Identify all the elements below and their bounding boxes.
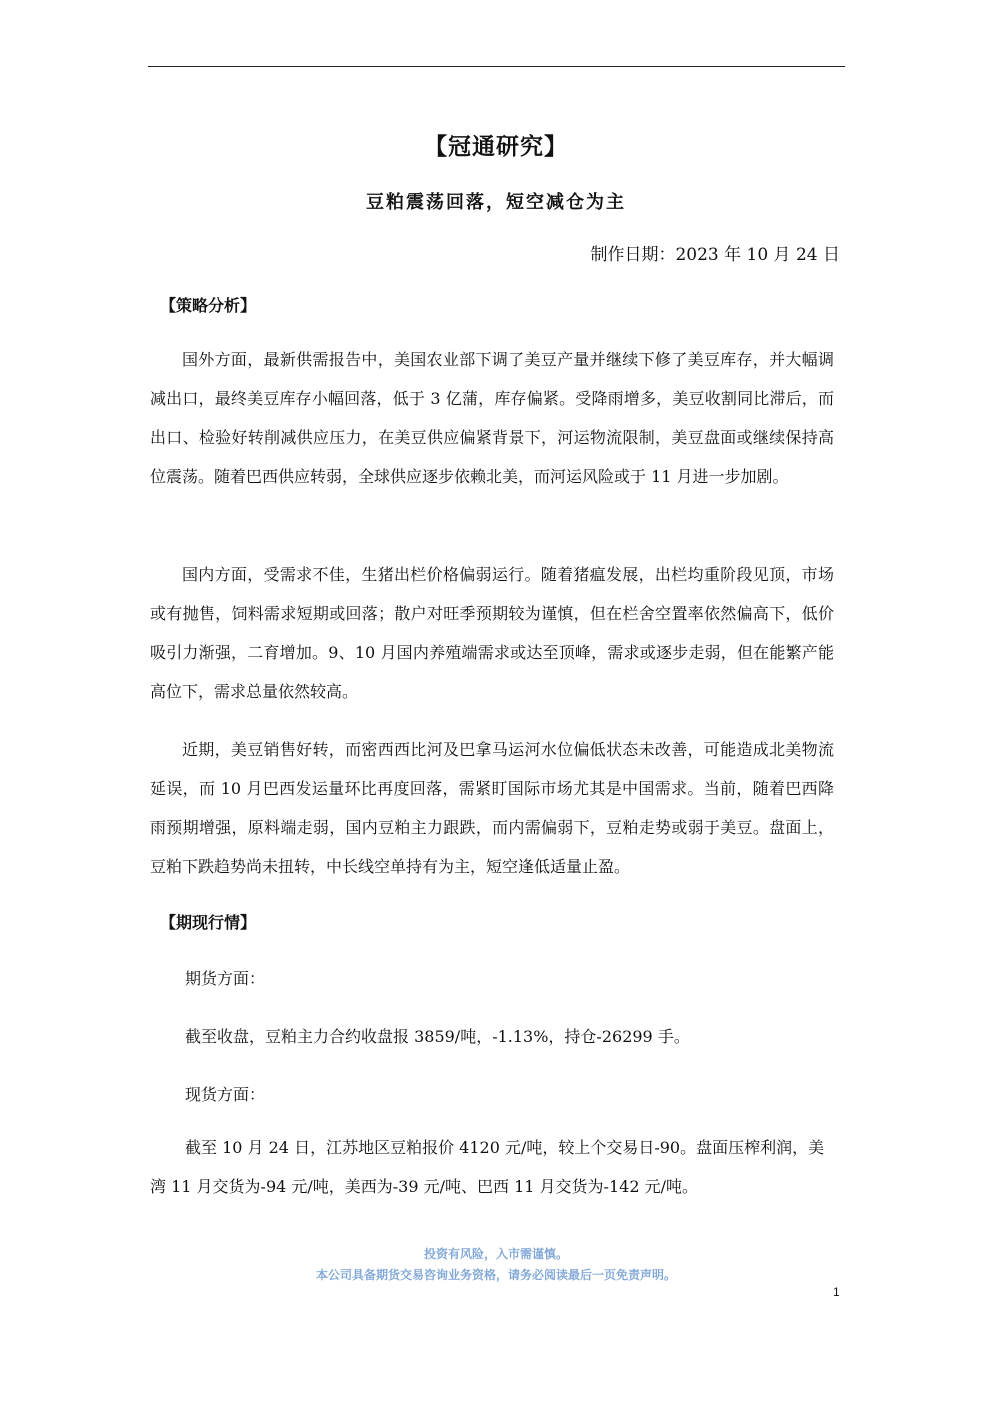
strategy-paragraph-foreign: 国外方面，最新供需报告中，美国农业部下调了美豆产量并继续下修了美豆库存，并大幅调减出口，最终美豆库存小幅回落，低于 3 亿蒲，库存偏紧。受降雨增多，美豆收割同比滞后，而出口、检验好转削减供应压力，在美豆供应偏紧背景下，河运物流限制，美豆盘面或继续保持高位震荡。随着巴西供应转弱，全球供应逐步依赖北美，而河运风险或于 11 月进一步加剧。 [150,350,834,486]
futures-label: 期货方面： [185,969,266,988]
report-date: 制作日期：2023 年 10 月 24 日 [590,245,840,265]
strategy-paragraph-recent: 近期，美豆销售好转，而密西西比河及巴拿马运河水位偏低状态未改善，可能造成北美物流延误，而 10 月巴西发运量环比再度回落，需紧盯国际市场尤其是中国需求。当前，随着巴西降雨预期增强，原料端走弱，国内豆粕主力跟跌，而内需偏弱下，豆粕走势或弱于美豆。盘面上，豆粕下跌趋势尚未扭转，中长线空单持有为主，短空逢低适量止盈。 [150,740,834,876]
brand-title: 【冠通研究】 [424,133,568,160]
futures-text: 截至收盘，豆粕主力合约收盘报 3859/吨，-1.13%，持仓-26299 手。 [185,1027,690,1046]
strategy-paragraph-domestic: 国内方面，受需求不佳，生猪出栏价格偏弱运行。随着猪瘟发展，出栏均重阶段见顶，市场或有抛售，饲料需求短期或回落；散户对旺季预期较为谨慎，但在栏舍空置率依然偏高下，低价吸引力渐强，二育增加。9、10 月国内养殖端需求或达至顶峰，需求或逐步走弱，但在能繁产能高位下，需求总量依然较高。 [150,565,834,701]
strategy-heading: 【策略分析】 [160,296,257,315]
header-rule [148,66,845,67]
spot-label: 现货方面： [185,1085,266,1104]
market-heading: 【期现行情】 [160,913,257,932]
disclaimer-notice: 本公司具备期货交易咨询业务资格，请务必阅读最后一页免责声明。 [315,1268,676,1282]
report-title: 豆粕震荡回落，短空减仓为主 [366,192,626,213]
spot-text: 截至 10 月 24 日，江苏地区豆粕报价 4120 元/吨，较上个交易日-90。盘面压榨利润，美湾 11 月交货为-94 元/吨，美西为-39 元/吨、巴西 11 月交货为-142 元/吨。 [150,1138,825,1196]
page-number: 1 [833,1285,840,1299]
risk-warning: 投资有风险，入市需谨慎。 [423,1247,568,1261]
